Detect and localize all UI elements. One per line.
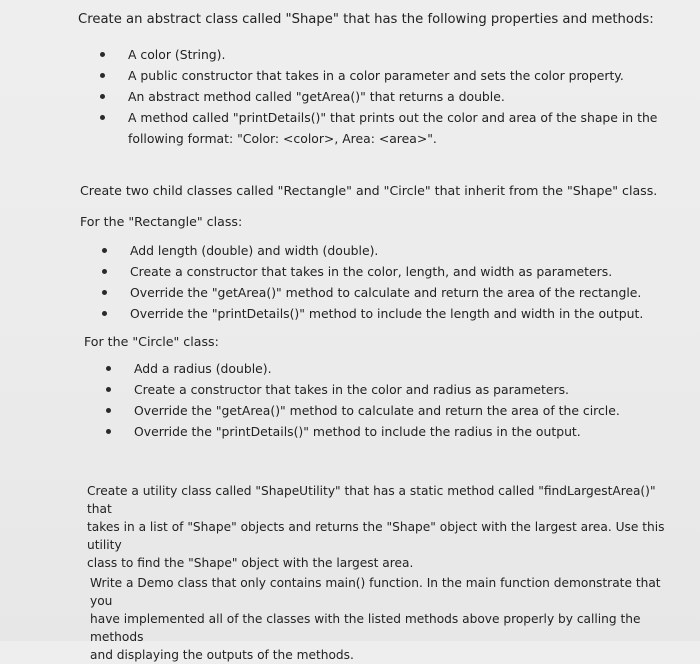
- list-item: An abstract method called "getArea()" that returns a double.: [98, 86, 657, 107]
- circle-requirements-list: [104, 358, 620, 442]
- child-classes-intro: Create two child classes called "Rectangle" and "Circle" that inherit from the "Shape" class.: [80, 183, 658, 198]
- circle-heading: For the "Circle" class:: [84, 334, 219, 349]
- demo-class-paragraph: Write a Demo class that only contains main() function. In the main function demonstrate that you have implemented all of the classes with the listed methods above properly by calling the methods and displaying the outputs of the methods.: [90, 576, 661, 662]
- shape-intro: Create an abstract class called "Shape" that has the following properties and methods:: [78, 12, 654, 27]
- rectangle-requirements-list: [100, 240, 643, 324]
- rectangle-heading: For the "Rectangle" class:: [80, 214, 243, 229]
- list-item: A color (String).: [98, 44, 657, 65]
- list-item: Override the "printDetails()" method to include the length and width in the output.: [100, 303, 643, 324]
- list-item: Create a constructor that takes in the color, length, and width as parameters.: [100, 261, 643, 282]
- list-item: Override the "printDetails()" method to include the radius in the output.: [104, 421, 620, 442]
- list-item: Override the "getArea()" method to calculate and return the area of the circle.: [104, 400, 620, 421]
- list-item: Override the "getArea()" method to calculate and return the area of the rectangle.: [100, 282, 643, 303]
- list-item: Add length (double) and width (double).: [100, 240, 643, 261]
- list-item: Create a constructor that takes in the color and radius as parameters.: [104, 379, 620, 400]
- utility-class-paragraph: Create a utility class called "ShapeUtility" that has a static method called "findLargestArea()" that takes in a list of "Shape" objects and returns the "Shape" object with the largest area. Use this utility class to find the "Shape" object with the largest area.: [87, 484, 665, 570]
- list-item: A public constructor that takes in a color parameter and sets the color property.: [98, 65, 657, 86]
- list-item: A method called "printDetails()" that prints out the color and area of the shape in the following format: "Color: <color>, Area: <area>".: [98, 107, 657, 149]
- shape-requirements-list: [98, 44, 657, 149]
- list-item: Add a radius (double).: [104, 358, 620, 379]
